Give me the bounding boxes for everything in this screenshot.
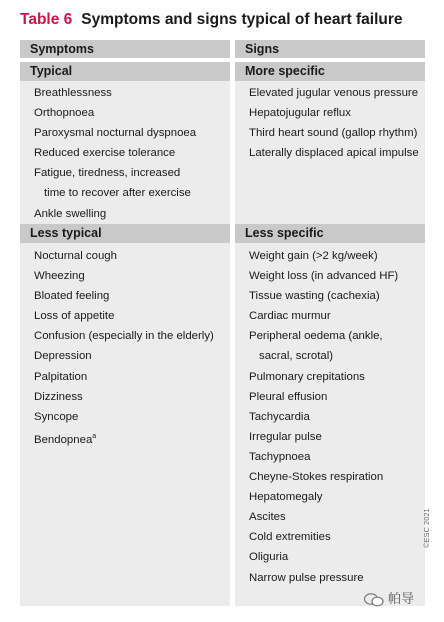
list-item: Tissue wasting (cachexia)	[249, 290, 380, 303]
overlay-text: 帕导	[388, 591, 415, 606]
list-item: Third heart sound (gallop rhythm)	[249, 127, 418, 140]
list-item: Cold extremities	[249, 531, 331, 544]
footnote-marker: a	[92, 432, 97, 440]
list-item: Syncope	[34, 410, 79, 423]
list-item: Confusion (especially in the elderly)	[34, 330, 214, 343]
list-item: Weight loss (in advanced HF)	[249, 270, 399, 283]
list-item-continuation: sacral, scrotal)	[259, 350, 334, 363]
list-item: Weight gain (>2 kg/week)	[249, 250, 378, 262]
list-item: Cardiac murmur	[249, 310, 331, 323]
section-header-less-specific: Less specific	[235, 224, 425, 243]
signs-header: Signs	[235, 40, 425, 58]
table-title	[20, 11, 403, 29]
list-item: Tachypnoea	[249, 450, 311, 463]
list-item: Elevated jugular venous pressure	[249, 87, 419, 99]
signs-column	[235, 40, 425, 606]
list-item: Oliguria	[249, 551, 289, 564]
list-item: Wheezing	[34, 270, 85, 283]
list-item: Dizziness	[34, 390, 83, 403]
list-item: Tachycardia	[249, 410, 310, 423]
list-item: Depression	[34, 350, 92, 363]
list-item-text: Bendopnea	[34, 433, 93, 446]
list-item: Laterally displaced apical impulse	[249, 147, 419, 160]
less-specific-signs-list	[235, 246, 425, 588]
list-item: Reduced exercise tolerance	[34, 147, 176, 160]
overlay-watermark	[364, 588, 414, 607]
list-item: Bloated feeling	[34, 290, 110, 303]
list-item: Hepatojugular reflux	[249, 107, 351, 120]
section-header-typical: Typical	[20, 62, 230, 81]
list-item: Peripheral oedema (ankle,	[249, 330, 383, 343]
list-item: Pleural effusion	[249, 390, 328, 403]
table-number: Table 6	[20, 11, 73, 28]
list-item: Irregular pulse	[249, 430, 322, 443]
list-item: Nocturnal cough	[34, 250, 117, 262]
list-item: Cheyne-Stokes respiration	[249, 471, 384, 484]
list-item: Ankle swelling	[34, 207, 107, 220]
list-item: Pulmonary crepitations	[249, 370, 365, 383]
list-item: Fatigue, tiredness, increased	[34, 167, 181, 180]
list-item: Orthopnoea	[34, 107, 95, 120]
chat-bubble-icon	[364, 593, 384, 607]
list-item: Palpitation	[34, 370, 88, 383]
more-specific-signs-list	[235, 83, 425, 163]
less-typical-symptoms-list	[20, 246, 230, 450]
list-item: Paroxysmal nocturnal dyspnoea	[34, 127, 197, 140]
symptoms-column	[20, 40, 230, 606]
list-item	[20, 427, 230, 450]
symptoms-signs-table	[20, 40, 425, 606]
section-header-less-typical: Less typical	[20, 224, 230, 243]
list-item: Hepatomegaly	[249, 491, 323, 504]
list-item: Loss of appetite	[34, 310, 115, 323]
list-item: Breathlessness	[34, 87, 112, 99]
table-caption: Symptoms and signs typical of heart failure	[81, 11, 403, 28]
copyright-watermark: ©ESC 2021	[422, 508, 431, 548]
list-item-continuation: time to recover after exercise	[44, 187, 191, 200]
list-item: Ascites	[249, 511, 286, 524]
symptoms-header: Symptoms	[20, 40, 230, 58]
list-item: Narrow pulse pressure	[249, 571, 364, 584]
section-header-more-specific: More specific	[235, 62, 425, 81]
typical-symptoms-list	[20, 83, 230, 224]
